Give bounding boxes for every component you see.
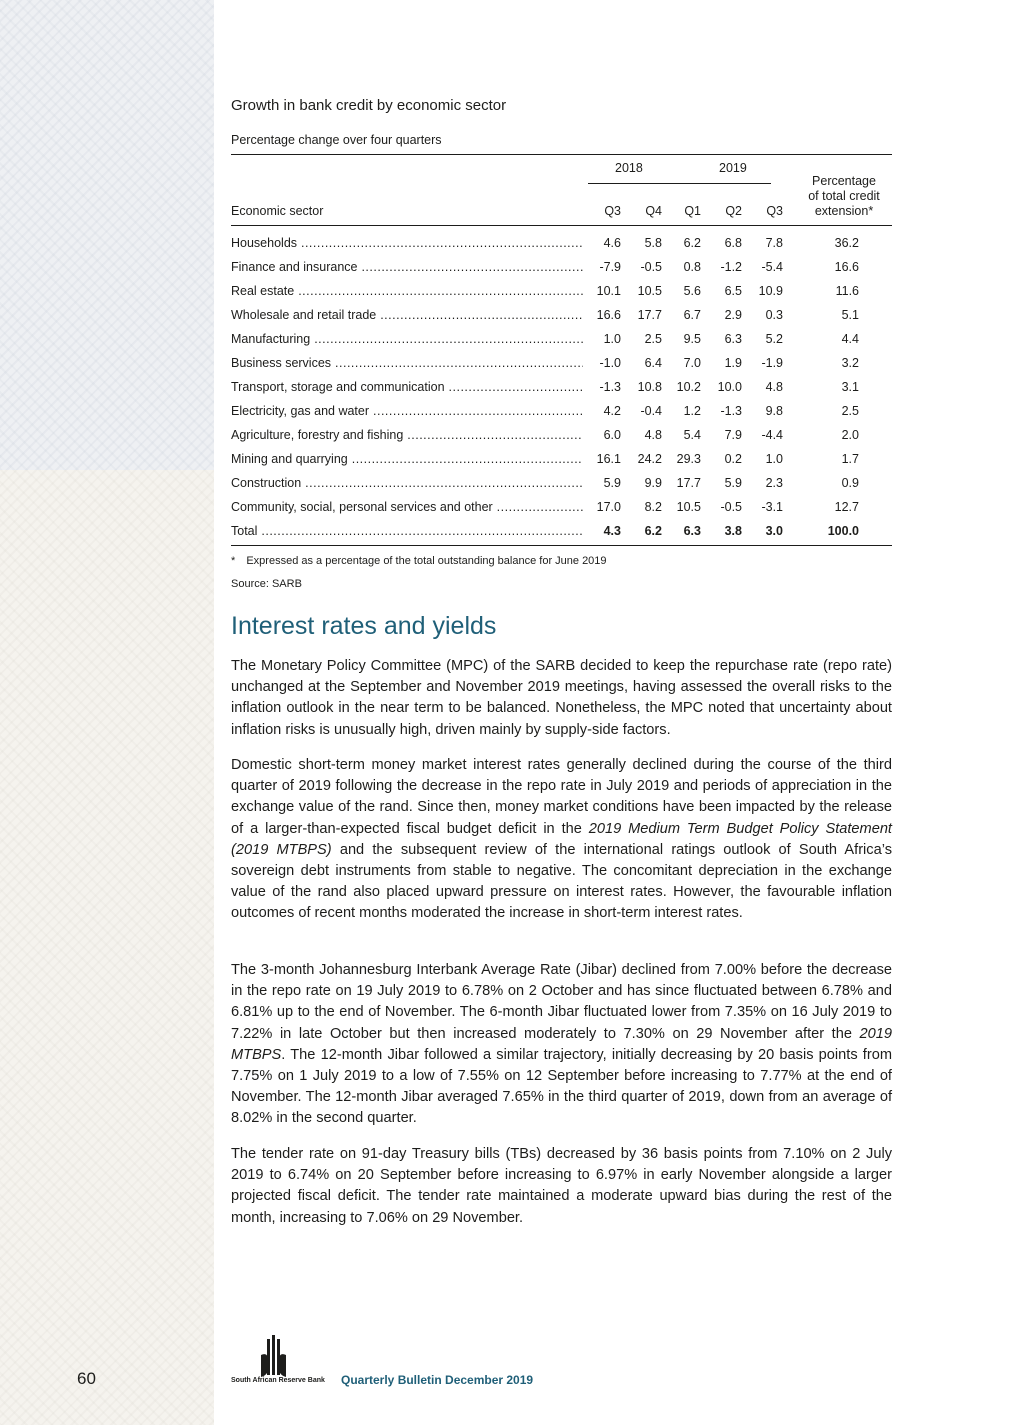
row-value-cell: 29.3	[676, 452, 701, 466]
table-row	[231, 404, 892, 426]
row-value-cell: 4.6	[603, 236, 621, 250]
table-row	[231, 308, 892, 330]
row-sector-text: Business services	[231, 356, 332, 370]
row-sector-label	[231, 500, 583, 514]
table-total-row	[231, 524, 892, 546]
row-percentage-cell: 1.7	[841, 452, 859, 466]
row-value-cell: -1.9	[761, 356, 783, 370]
paragraph-2-italic: 2019 Medium Term Budget Policy Statement (2019 MTBPS)	[231, 820, 892, 858]
row-value-cell: 9.5	[683, 332, 701, 346]
table-row	[231, 332, 892, 354]
row-sector-label	[231, 452, 583, 466]
row-value-cell: 4.3	[603, 524, 621, 538]
row-value-cell: 10.0	[717, 380, 742, 394]
header-pct-line3: extension*	[814, 204, 874, 218]
row-value-cell: -1.3	[720, 404, 742, 418]
row-value-cell: -1.0	[599, 356, 621, 370]
row-sector-label	[231, 356, 583, 370]
row-sector-text: Agriculture, forestry and fishing	[231, 428, 404, 442]
row-value-cell: 10.2	[676, 380, 701, 394]
row-value-cell: 9.9	[644, 476, 662, 490]
row-value-cell: 6.3	[724, 332, 742, 346]
row-value-cell: -5.4	[761, 260, 783, 274]
row-percentage-cell: 36.2	[834, 236, 859, 250]
row-value-cell: 1.0	[603, 332, 621, 346]
row-value-cell: 6.3	[683, 524, 701, 538]
table-row	[231, 452, 892, 474]
row-percentage-cell: 5.1	[841, 308, 859, 322]
table-row	[231, 476, 892, 498]
row-value-cell: 4.2	[603, 404, 621, 418]
header-year-rule	[588, 183, 771, 184]
row-value-cell: -1.2	[720, 260, 742, 274]
row-value-cell: 16.1	[596, 452, 621, 466]
paragraph-3-text-b: . The 12-month Jibar followed a similar trajectory, initially decreasing by 20 basis points from 7.75% on 1 July 2019 to a low of 7.55% on 12 September before increasing to 7.77% at the end of November. The 12-month Jibar averaged 7.65% in the third quarter of 2019, down from an average of 8.02% in the second quarter.	[231, 1046, 892, 1127]
row-sector-text: Mining and quarrying	[231, 452, 348, 466]
row-percentage-cell: 3.1	[841, 380, 859, 394]
row-value-cell: 6.4	[644, 356, 662, 370]
row-value-cell: 24.2	[637, 452, 662, 466]
row-sector-label	[231, 308, 583, 322]
row-sector-text: Real estate	[231, 284, 295, 298]
row-value-cell: -4.4	[761, 428, 783, 442]
row-sector-text: Construction	[231, 476, 302, 490]
row-value-cell: 10.1	[596, 284, 621, 298]
paragraph-3-italic: 2019 MTBPS	[231, 1025, 892, 1063]
row-value-cell: 10.5	[637, 284, 662, 298]
row-percentage-cell: 11.6	[835, 284, 859, 298]
row-percentage-cell: 0.9	[841, 476, 859, 490]
row-value-cell: -1.3	[599, 380, 621, 394]
row-value-cell: 5.2	[765, 332, 783, 346]
row-value-cell: 8.2	[644, 500, 662, 514]
row-value-cell: 9.8	[765, 404, 783, 418]
row-value-cell: 2.5	[644, 332, 662, 346]
row-percentage-cell: 12.7	[834, 500, 859, 514]
row-sector-label	[231, 284, 583, 298]
table-row	[231, 236, 892, 258]
row-sector-label	[231, 332, 583, 346]
paragraph-2-text-b: and the subsequent review of the international ratings outlook of South Africa’s sovereign debt instruments from stable to negative. The concomitant depreciation in the exchange value of the rand also placed upward pressure on interest rates. However, the favourable inflation outcomes of recent months moderated the increase in short-term interest rates.	[231, 841, 892, 922]
row-value-cell: 0.8	[683, 260, 701, 274]
row-sector-text: Community, social, personal services and other	[231, 500, 493, 514]
page-number: 60	[77, 1369, 96, 1388]
row-value-cell: 5.4	[683, 428, 701, 442]
row-value-cell: 6.5	[724, 284, 742, 298]
row-percentage-cell: 3.2	[841, 356, 859, 370]
side-decorative-band-top	[0, 0, 214, 470]
header-year-2018: 2018	[615, 161, 643, 175]
header-pct-line2: of total credit	[808, 189, 880, 203]
table-row	[231, 260, 892, 282]
paragraph-2-text-a: Domestic short-term money market interest rates generally declined during the course of the third quarter of 2019 following the decrease in the repo rate in July 2019 and periods of appreciation in the exchange value of the rand. Since then, money market conditions have been impacted by the release of a larger-than-expected fiscal budget deficit in the	[231, 757, 892, 837]
row-sector-text: Transport, storage and communication	[231, 380, 445, 394]
row-value-cell: 10.5	[676, 500, 701, 514]
header-q3-2018: Q3	[604, 204, 621, 218]
row-value-cell: 5.9	[603, 476, 621, 490]
row-value-cell: 16.6	[596, 308, 621, 322]
row-value-cell: 17.7	[637, 308, 662, 322]
row-value-cell: 1.9	[724, 356, 742, 370]
paragraph-1: The Monetary Policy Committee (MPC) of the SARB decided to keep the repurchase rate (repo rate) unchanged at the September and November 2019 meetings, having assessed the overall risks to the inflation outlook in the near term to be balanced. Nonetheless, the MPC noted that uncertainty about inflation risks is unusually high, driven mainly by supply-side factors.	[231, 658, 892, 738]
table-bottom-rule	[231, 545, 892, 546]
row-value-cell: 7.0	[683, 356, 701, 370]
table-subtitle: Percentage change over four quarters	[231, 133, 442, 147]
row-value-cell: 6.0	[603, 428, 621, 442]
row-value-cell: 2.9	[724, 308, 742, 322]
row-value-cell: 4.8	[765, 380, 783, 394]
row-percentage-cell: 100.0	[827, 524, 859, 538]
row-sector-text: Finance and insurance	[231, 260, 358, 274]
header-q3-2019: Q3	[766, 204, 783, 218]
header-year-2019: 2019	[719, 161, 747, 175]
row-value-cell: -7.9	[599, 260, 621, 274]
header-pct-line1: Percentage	[812, 174, 876, 188]
table-row	[231, 428, 892, 450]
row-value-cell: 17.0	[596, 500, 621, 514]
row-sector-label	[231, 524, 583, 538]
row-sector-label	[231, 236, 583, 250]
row-value-cell: 1.2	[683, 404, 701, 418]
row-value-cell: 10.9	[758, 284, 783, 298]
row-value-cell: 10.8	[637, 380, 662, 394]
row-value-cell: 5.8	[644, 236, 662, 250]
paragraph-4: The tender rate on 91-day Treasury bills (TBs) decreased by 36 basis points from 7.10% on 2 July 2019 to 6.74% on 20 September before increasing to 6.97% in early November alongside a larger projected fiscal deficit. The tender rate maintained a moderate upward bias during the rest of the month, increasing to 7.06% on 29 November.	[231, 1146, 892, 1226]
row-value-cell: 6.7	[683, 308, 701, 322]
footnote	[231, 555, 607, 567]
row-value-cell: -0.5	[720, 500, 742, 514]
row-percentage-cell: 4.4	[841, 332, 859, 346]
row-sector-label	[231, 476, 583, 490]
table-row	[231, 500, 892, 522]
row-sector-text: Households	[231, 236, 298, 250]
row-value-cell: -0.5	[640, 260, 662, 274]
paragraph-2	[231, 755, 892, 925]
row-value-cell: -0.4	[640, 404, 662, 418]
header-q4-2018: Q4	[645, 204, 662, 218]
row-value-cell: 17.7	[676, 476, 701, 490]
footnote-text: Expressed as a percentage of the total outstanding balance for June 2019	[246, 555, 607, 567]
row-value-cell: 0.3	[765, 308, 783, 322]
row-value-cell: 6.8	[724, 236, 742, 250]
row-sector-label	[231, 428, 583, 442]
table-top-rule	[231, 154, 892, 155]
row-value-cell: 2.3	[765, 476, 783, 490]
row-sector-label	[231, 380, 583, 394]
row-percentage-cell: 2.5	[841, 404, 859, 418]
row-sector-label	[231, 404, 583, 418]
row-value-cell: 0.2	[724, 452, 742, 466]
row-sector-label	[231, 260, 583, 274]
row-percentage-cell: 16.6	[834, 260, 859, 274]
source-note: Source: SARB	[231, 578, 302, 590]
row-sector-text: Wholesale and retail trade	[231, 308, 377, 322]
row-value-cell: 3.0	[765, 524, 783, 538]
header-q1-2019: Q1	[684, 204, 701, 218]
table-title: Growth in bank credit by economic sector	[231, 97, 507, 114]
row-value-cell: 7.8	[765, 236, 783, 250]
row-value-cell: 6.2	[683, 236, 701, 250]
publication-title: Quarterly Bulletin December 2019	[341, 1373, 534, 1387]
paragraph-3	[231, 960, 892, 1130]
row-value-cell: 5.6	[683, 284, 701, 298]
row-value-cell: 5.9	[724, 476, 742, 490]
row-percentage-cell: 2.0	[841, 428, 859, 442]
bank-name: South African Reserve Bank	[231, 1377, 325, 1384]
row-value-cell: 7.9	[724, 428, 742, 442]
paragraph-3-text-a: The 3-month Johannesburg Interbank Average Rate (Jibar) declined from 7.00% before the decrease in the repo rate on 19 July 2019 to 6.78% on 2 October and has since fluctuated between 6.78% and 6.81% up to the end of November. The 6-month Jibar fluctuated lower from 7.35% on 16 July 2019 to 7.22% in late October but then increased moderately to 7.30% on 29 November after the	[231, 962, 892, 1042]
row-value-cell: -3.1	[761, 500, 783, 514]
row-value-cell: 6.2	[644, 524, 662, 538]
row-sector-text: Total	[231, 524, 258, 538]
section-heading: Interest rates and yields	[231, 612, 497, 640]
table-row	[231, 284, 892, 306]
row-sector-text: Manufacturing	[231, 332, 311, 346]
row-value-cell: 4.8	[644, 428, 662, 442]
row-value-cell: 3.8	[724, 524, 742, 538]
table-row	[231, 356, 892, 378]
row-value-cell: 1.0	[765, 452, 783, 466]
row-sector-text: Electricity, gas and water	[231, 404, 370, 418]
footnote-mark: *	[231, 555, 236, 567]
table-row	[231, 380, 892, 402]
header-economic-sector: Economic sector	[231, 204, 324, 218]
header-bottom-rule	[231, 225, 892, 226]
header-q2-2019: Q2	[725, 204, 742, 218]
